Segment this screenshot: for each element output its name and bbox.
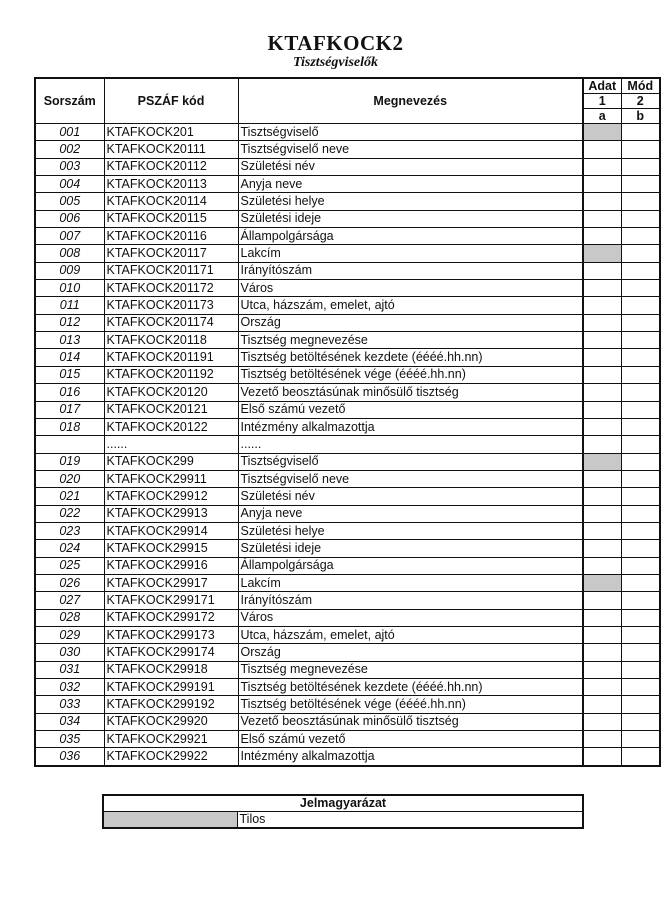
row-code: KTAFKOCK299191	[104, 679, 238, 696]
row-mod-cell[interactable]	[621, 557, 660, 574]
row-adat-cell[interactable]	[583, 193, 621, 210]
row-code: KTAFKOCK299174	[104, 644, 238, 661]
table-row	[35, 176, 660, 193]
row-name: Tisztség betöltésének vége (éééé.hh.nn)	[238, 366, 583, 383]
header-megnevezes: Megnevezés	[238, 78, 583, 124]
row-code: KTAFKOCK20122	[104, 418, 238, 435]
row-number: 030	[35, 644, 104, 661]
table-row	[35, 349, 660, 366]
table-row	[35, 453, 660, 470]
row-name: Születési helye	[238, 193, 583, 210]
row-mod-cell[interactable]	[621, 574, 660, 591]
row-number: 007	[35, 228, 104, 245]
row-code: KTAFKOCK29913	[104, 505, 238, 522]
row-name: Állampolgársága	[238, 228, 583, 245]
row-code: KTAFKOCK29921	[104, 731, 238, 748]
row-mod-cell[interactable]	[621, 366, 660, 383]
row-adat-cell[interactable]	[583, 314, 621, 331]
row-adat-cell[interactable]	[583, 436, 621, 453]
table-body	[35, 124, 660, 766]
row-name: Intézmény alkalmazottja	[238, 418, 583, 435]
row-code: KTAFKOCK29916	[104, 557, 238, 574]
row-code: KTAFKOCK29911	[104, 470, 238, 487]
table-row	[35, 713, 660, 730]
table-row	[35, 228, 660, 245]
row-code: KTAFKOCK201171	[104, 262, 238, 279]
table-row	[35, 522, 660, 539]
row-name: Születési név	[238, 158, 583, 175]
row-mod-cell[interactable]	[621, 644, 660, 661]
row-adat-cell[interactable]	[583, 592, 621, 609]
document-title: KTAFKOCK2	[267, 31, 404, 55]
row-mod-cell[interactable]	[621, 176, 660, 193]
row-name: Vezető beosztásúnak minősülő tisztség	[238, 713, 583, 730]
row-mod-cell[interactable]	[621, 141, 660, 158]
row-mod-cell[interactable]	[621, 314, 660, 331]
table-row	[35, 245, 660, 262]
row-adat-cell[interactable]	[583, 540, 621, 557]
table-row	[35, 158, 660, 175]
data-table	[34, 77, 661, 767]
row-number: 033	[35, 696, 104, 713]
table-row	[35, 332, 660, 349]
row-adat-cell[interactable]	[583, 158, 621, 175]
legend-title: Jelmagyarázat	[103, 795, 583, 812]
row-code: KTAFKOCK201174	[104, 314, 238, 331]
row-adat-cell[interactable]	[583, 297, 621, 314]
row-code: KTAFKOCK299	[104, 453, 238, 470]
row-code: KTAFKOCK20112	[104, 158, 238, 175]
table-row	[35, 436, 660, 453]
table-row	[35, 574, 660, 591]
row-mod-cell[interactable]	[621, 349, 660, 366]
row-number: 010	[35, 280, 104, 297]
row-mod-cell[interactable]	[621, 748, 660, 766]
row-code: KTAFKOCK20115	[104, 210, 238, 227]
row-mod-cell[interactable]	[621, 210, 660, 227]
row-mod-cell[interactable]	[621, 228, 660, 245]
row-code: KTAFKOCK20113	[104, 176, 238, 193]
row-adat-cell[interactable]	[583, 453, 621, 470]
row-code: KTAFKOCK20116	[104, 228, 238, 245]
row-code: KTAFKOCK29912	[104, 488, 238, 505]
row-mod-cell[interactable]	[621, 488, 660, 505]
row-code: KTAFKOCK29920	[104, 713, 238, 730]
row-adat-cell[interactable]	[583, 574, 621, 591]
row-adat-cell[interactable]	[583, 644, 621, 661]
row-name: Irányítószám	[238, 262, 583, 279]
row-number: 024	[35, 540, 104, 557]
row-mod-cell[interactable]	[621, 332, 660, 349]
row-name: Ország	[238, 644, 583, 661]
table-row	[35, 488, 660, 505]
row-name: Születési ideje	[238, 540, 583, 557]
row-name: Tisztség megnevezése	[238, 332, 583, 349]
row-name: Anyja neve	[238, 176, 583, 193]
row-number: 036	[35, 748, 104, 766]
row-number: 018	[35, 418, 104, 435]
legend-item-label: Tilos	[237, 812, 583, 829]
row-name: Város	[238, 280, 583, 297]
row-number: 005	[35, 193, 104, 210]
row-mod-cell[interactable]	[621, 418, 660, 435]
row-code: KTAFKOCK201172	[104, 280, 238, 297]
row-adat-cell[interactable]	[583, 349, 621, 366]
row-mod-cell[interactable]	[621, 679, 660, 696]
row-name: Anyja neve	[238, 505, 583, 522]
row-code: KTAFKOCK201192	[104, 366, 238, 383]
row-number: 011	[35, 297, 104, 314]
row-name: Első számú vezető	[238, 401, 583, 418]
row-number: 026	[35, 574, 104, 591]
row-number: 016	[35, 384, 104, 401]
row-number: 012	[35, 314, 104, 331]
table-row	[35, 505, 660, 522]
table-row	[35, 384, 660, 401]
row-number: 023	[35, 522, 104, 539]
header-pszaf-kod: PSZÁF kód	[104, 78, 238, 124]
row-mod-cell[interactable]	[621, 384, 660, 401]
row-mod-cell[interactable]	[621, 661, 660, 678]
table-row	[35, 297, 660, 314]
row-adat-cell[interactable]	[583, 731, 621, 748]
table-row	[35, 210, 660, 227]
row-number: 003	[35, 158, 104, 175]
row-number: 034	[35, 713, 104, 730]
row-code: KTAFKOCK20121	[104, 401, 238, 418]
row-adat-cell[interactable]	[583, 280, 621, 297]
row-name: Tisztség megnevezése	[238, 661, 583, 678]
row-name: Születési helye	[238, 522, 583, 539]
document-subtitle: Tisztségviselők	[292, 55, 379, 70]
row-number: 001	[35, 124, 104, 141]
row-adat-cell[interactable]	[583, 245, 621, 262]
row-mod-cell[interactable]	[621, 297, 660, 314]
table-row	[35, 124, 660, 141]
row-code: KTAFKOCK29922	[104, 748, 238, 766]
row-mod-cell[interactable]	[621, 731, 660, 748]
row-adat-cell[interactable]	[583, 713, 621, 730]
table-row	[35, 314, 660, 331]
row-number: 017	[35, 401, 104, 418]
row-number: 029	[35, 626, 104, 643]
row-mod-cell[interactable]	[621, 609, 660, 626]
row-adat-cell[interactable]	[583, 505, 621, 522]
row-name: Utca, házszám, emelet, ajtó	[238, 626, 583, 643]
row-code: KTAFKOCK299173	[104, 626, 238, 643]
row-code: KTAFKOCK29917	[104, 574, 238, 591]
row-name: Születési ideje	[238, 210, 583, 227]
header-adat: Adat	[583, 78, 621, 94]
table-row	[35, 731, 660, 748]
row-number: 031	[35, 661, 104, 678]
table-row	[35, 557, 660, 574]
table-row	[35, 418, 660, 435]
row-number: 004	[35, 176, 104, 193]
table-row	[35, 679, 660, 696]
row-number: 019	[35, 453, 104, 470]
row-adat-cell[interactable]	[583, 696, 621, 713]
table-row	[35, 262, 660, 279]
row-adat-cell[interactable]	[583, 557, 621, 574]
row-mod-cell[interactable]	[621, 626, 660, 643]
row-mod-cell[interactable]	[621, 193, 660, 210]
row-code: KTAFKOCK20114	[104, 193, 238, 210]
row-code: KTAFKOCK20118	[104, 332, 238, 349]
row-adat-cell[interactable]	[583, 384, 621, 401]
row-adat-cell[interactable]	[583, 401, 621, 418]
row-code: KTAFKOCK201191	[104, 349, 238, 366]
row-adat-cell[interactable]	[583, 262, 621, 279]
row-code: KTAFKOCK29915	[104, 540, 238, 557]
row-adat-cell[interactable]	[583, 332, 621, 349]
row-name: Tisztség betöltésének kezdete (éééé.hh.nn)	[238, 679, 583, 696]
header-adat-letter: a	[583, 109, 621, 124]
row-code: KTAFKOCK20117	[104, 245, 238, 262]
row-adat-cell[interactable]	[583, 748, 621, 766]
table-row	[35, 609, 660, 626]
row-number: 021	[35, 488, 104, 505]
row-adat-cell[interactable]	[583, 210, 621, 227]
row-adat-cell[interactable]	[583, 418, 621, 435]
row-adat-cell[interactable]	[583, 141, 621, 158]
row-mod-cell[interactable]	[621, 713, 660, 730]
row-number: 028	[35, 609, 104, 626]
table-row	[35, 366, 660, 383]
table-row	[35, 540, 660, 557]
row-mod-cell[interactable]	[621, 592, 660, 609]
row-adat-cell[interactable]	[583, 609, 621, 626]
row-adat-cell[interactable]	[583, 124, 621, 141]
row-mod-cell[interactable]	[621, 436, 660, 453]
table-row	[35, 470, 660, 487]
row-mod-cell[interactable]	[621, 401, 660, 418]
header-sorszam: Sorszám	[35, 78, 104, 124]
row-number	[35, 436, 104, 453]
row-mod-cell[interactable]	[621, 280, 660, 297]
row-number: 015	[35, 366, 104, 383]
row-name: Tisztség betöltésének vége (éééé.hh.nn)	[238, 696, 583, 713]
row-mod-cell[interactable]	[621, 124, 660, 141]
table-row	[35, 661, 660, 678]
table-row	[35, 141, 660, 158]
row-adat-cell[interactable]	[583, 626, 621, 643]
row-adat-cell[interactable]	[583, 522, 621, 539]
row-name: Irányítószám	[238, 592, 583, 609]
table-row	[35, 644, 660, 661]
table-row	[35, 193, 660, 210]
row-name: Város	[238, 609, 583, 626]
row-mod-cell[interactable]	[621, 453, 660, 470]
row-code: KTAFKOCK20111	[104, 141, 238, 158]
row-number: 009	[35, 262, 104, 279]
row-adat-cell[interactable]	[583, 366, 621, 383]
row-mod-cell[interactable]	[621, 522, 660, 539]
row-code: KTAFKOCK201	[104, 124, 238, 141]
row-name: Tisztségviselő neve	[238, 470, 583, 487]
header-adat-number: 1	[583, 94, 621, 109]
row-name: Vezető beosztásúnak minősülő tisztség	[238, 384, 583, 401]
row-name: Utca, házszám, emelet, ajtó	[238, 297, 583, 314]
row-mod-cell[interactable]	[621, 158, 660, 175]
row-mod-cell[interactable]	[621, 470, 660, 487]
row-code: KTAFKOCK201173	[104, 297, 238, 314]
row-code: ......	[104, 436, 238, 453]
row-number: 002	[35, 141, 104, 158]
row-number: 027	[35, 592, 104, 609]
row-number: 025	[35, 557, 104, 574]
row-name: Születési név	[238, 488, 583, 505]
row-code: KTAFKOCK29918	[104, 661, 238, 678]
row-adat-cell[interactable]	[583, 488, 621, 505]
row-name: Ország	[238, 314, 583, 331]
table-row	[35, 626, 660, 643]
table-row	[35, 280, 660, 297]
table-row	[35, 696, 660, 713]
row-code: KTAFKOCK299192	[104, 696, 238, 713]
row-name: Tisztségviselő	[238, 453, 583, 470]
legend-table	[102, 794, 584, 829]
row-adat-cell[interactable]	[583, 679, 621, 696]
row-name: Tisztségviselő	[238, 124, 583, 141]
row-code: KTAFKOCK20120	[104, 384, 238, 401]
row-name: Intézmény alkalmazottja	[238, 748, 583, 766]
row-mod-cell[interactable]	[621, 505, 660, 522]
row-name: Tisztségviselő neve	[238, 141, 583, 158]
row-number: 022	[35, 505, 104, 522]
row-number: 008	[35, 245, 104, 262]
row-code: KTAFKOCK29914	[104, 522, 238, 539]
header-mod-number: 2	[621, 94, 660, 109]
row-code: KTAFKOCK299171	[104, 592, 238, 609]
legend-gray-swatch	[103, 812, 237, 829]
row-mod-cell[interactable]	[621, 540, 660, 557]
row-adat-cell[interactable]	[583, 228, 621, 245]
row-name: Tisztség betöltésének kezdete (éééé.hh.nn)	[238, 349, 583, 366]
table-row	[35, 592, 660, 609]
row-number: 006	[35, 210, 104, 227]
row-mod-cell[interactable]	[621, 245, 660, 262]
row-number: 032	[35, 679, 104, 696]
table-row	[35, 401, 660, 418]
row-number: 020	[35, 470, 104, 487]
row-number: 014	[35, 349, 104, 366]
row-name: ......	[238, 436, 583, 453]
row-adat-cell[interactable]	[583, 176, 621, 193]
row-name: Állampolgársága	[238, 557, 583, 574]
header-mod-letter: b	[621, 109, 660, 124]
row-number: 013	[35, 332, 104, 349]
row-mod-cell[interactable]	[621, 262, 660, 279]
row-mod-cell[interactable]	[621, 696, 660, 713]
row-code: KTAFKOCK299172	[104, 609, 238, 626]
row-name: Lakcím	[238, 574, 583, 591]
row-name: Lakcím	[238, 245, 583, 262]
row-adat-cell[interactable]	[583, 661, 621, 678]
row-name: Első számú vezető	[238, 731, 583, 748]
row-number: 035	[35, 731, 104, 748]
table-row	[35, 748, 660, 766]
header-mod: Mód	[621, 78, 660, 94]
row-adat-cell[interactable]	[583, 470, 621, 487]
